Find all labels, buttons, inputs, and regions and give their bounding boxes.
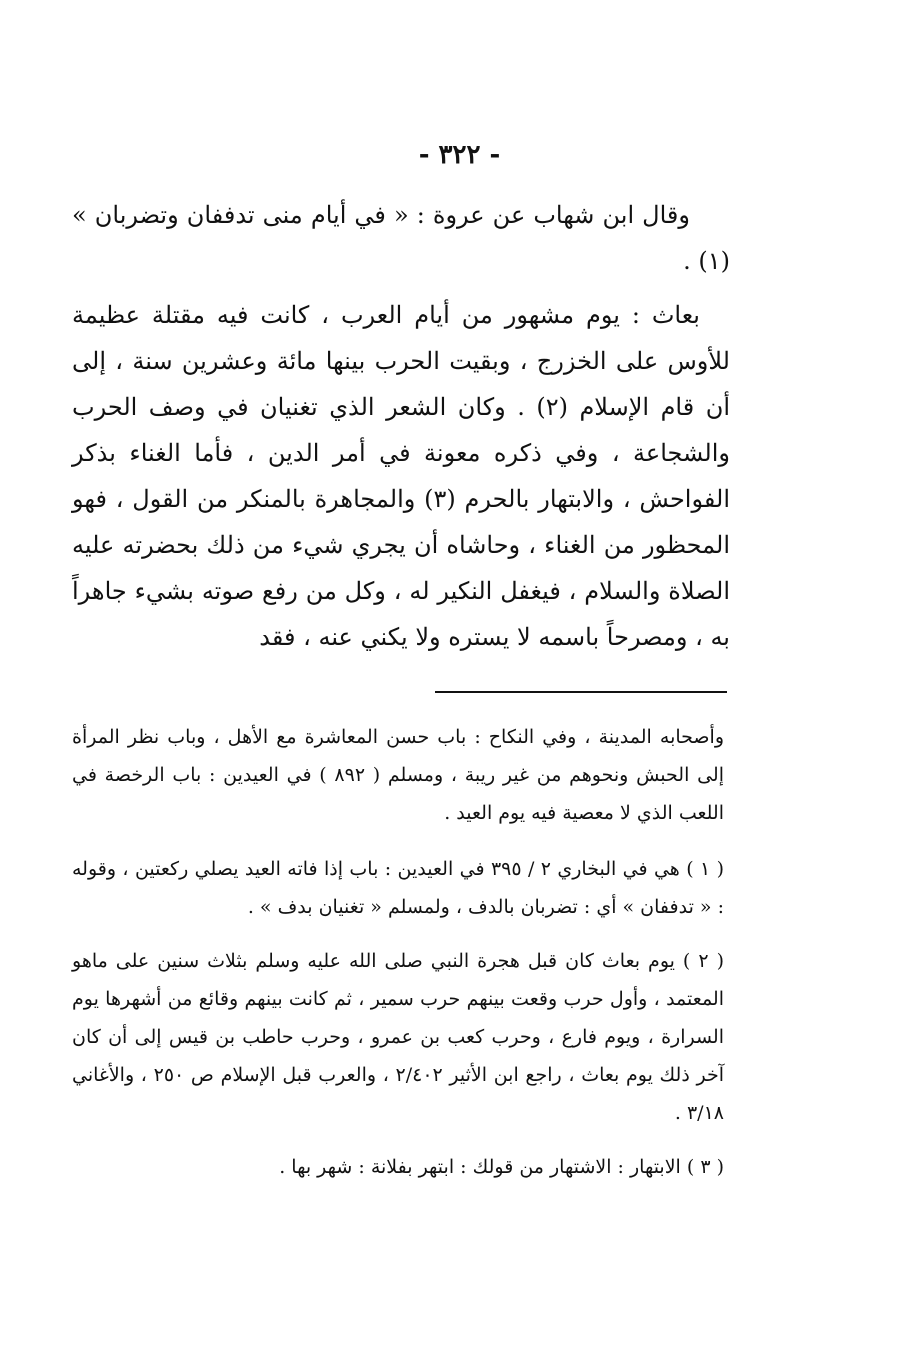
footnote-2: ( ٢ ) يوم بعاث كان قبل هجرة النبي صلى الله عليه وسلم بثلاث سنين على ماهو المعتمد ، وأول حرب وقعت بينهم حرب سمير ، ثم كانت بينهم وقائع من أشهرها يوم السرارة ، ويوم فارع ، وحرب كعب بن عمرو ، وحرب حاطب بن قيس إلى أن كان آخر ذلك يوم بعاث ، راجع ابن الأثير ٢/٤٠٢ ، والعرب قبل الإسلام ص ٢٥٠ ، والأغاني ٣/١٨ . bbox=[72, 950, 724, 1124]
footnotes bbox=[72, 718, 724, 1202]
footnote-3: ( ٣ ) الابتهار : الاشتهار من قولك : ابتهر بفلانة : شهر بها . bbox=[279, 1156, 724, 1178]
paragraph-quote: وقال ابن شهاب عن عروة : « في أيام منى تدففان وتضربان » (١) . bbox=[72, 201, 730, 275]
page-number: - ٣٢٢ - bbox=[418, 140, 501, 170]
footnote-separator bbox=[435, 691, 727, 693]
footnote-continuation: وأصحابه المدينة ، وفي النكاح : باب حسن المعاشرة مع الأهل ، وباب نظر المرأة إلى الحبش ونحوهم من غير ريبة ، ومسلم ( ٨٩٢ ) في العيدين : باب الرخصة في اللعب الذي لا معصية فيه يوم العيد . bbox=[72, 726, 724, 824]
paragraph-buath: بعاث : يوم مشهور من أيام العرب ، كانت فيه مقتلة عظيمة للأوس على الخزرج ، وبقيت الحرب بينها مائة وعشرين سنة ، إلى أن قام الإسلام (٢) . وكان الشعر الذي تغنيان في وصف الحرب والشجاعة ، وفي ذكره معونة في أمر الدين ، فأما الغناء بذكر الفواحش ، والابتهار بالحرم (٣) والمجاهرة بالمنكر من القول ، فهو المحظور من الغناء ، وحاشاه أن يجري شيء من ذلك بحضرته عليه الصلاة والسلام ، فيغفل النكير له ، وكل من رفع صوته بشيء جاهراً به ، ومصرحاً باسمه لا يستره ولا يكني عنه ، فقد bbox=[72, 301, 730, 651]
footnote-1: ( ١ ) هي في البخاري ٢ / ٣٩٥ في العيدين : باب إذا فاته العيد يصلي ركعتين ، وقوله : « تدففان » أي : تضربان بالدف ، ولمسلم « تغنيان بدف » . bbox=[72, 858, 725, 918]
main-text bbox=[72, 192, 730, 660]
